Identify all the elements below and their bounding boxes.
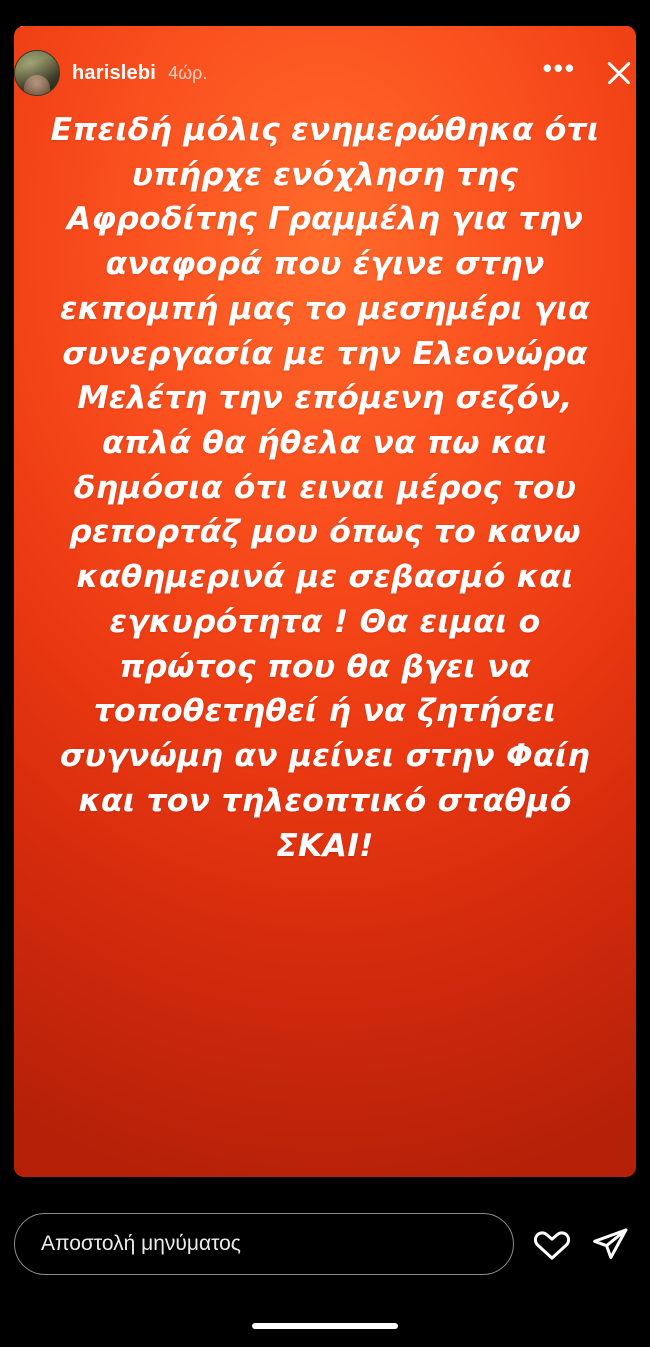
story-text: Επειδή μόλις ενημερώθηκα ότι υπήρχε ενόχληση της Αφροδίτης Γραμμέλη για την αναφορά που έγινε στην εκπομπή μας το μεσημέρι για συνεργασία με την Ελεονώρα Μελέτη την επόμενη σεζόν, απλά θα ήθελα να πω και δημόσια ότι ειναι μέρος του ρεπορτάζ μου όπως το κανω καθημερινά με σεβασμό και εγκυρότητα ! Θα ειμαι ο πρώτος που θα βγει να τοποθετηθεί ή να ζητήσει συγνώμη αν μείνει στην Φαίη και τον τηλεοπτικό σταθμό ΣΚΑΙ! <box>50 112 611 864</box>
reply-input[interactable] <box>14 1213 514 1275</box>
send-icon[interactable] <box>590 1224 630 1264</box>
story-footer <box>14 1203 636 1285</box>
heart-icon[interactable] <box>532 1224 572 1264</box>
avatar[interactable] <box>14 50 60 96</box>
close-icon[interactable] <box>602 56 636 90</box>
timestamp-label: 4ώρ. <box>168 62 208 83</box>
story-header <box>14 46 636 100</box>
home-indicator <box>252 1323 398 1329</box>
more-options-icon[interactable]: ••• <box>542 53 576 83</box>
reply-placeholder: Αποστολή μηνύματος <box>41 1232 241 1255</box>
story-media[interactable] <box>14 26 636 1177</box>
username-label[interactable]: harislebi <box>72 61 157 84</box>
